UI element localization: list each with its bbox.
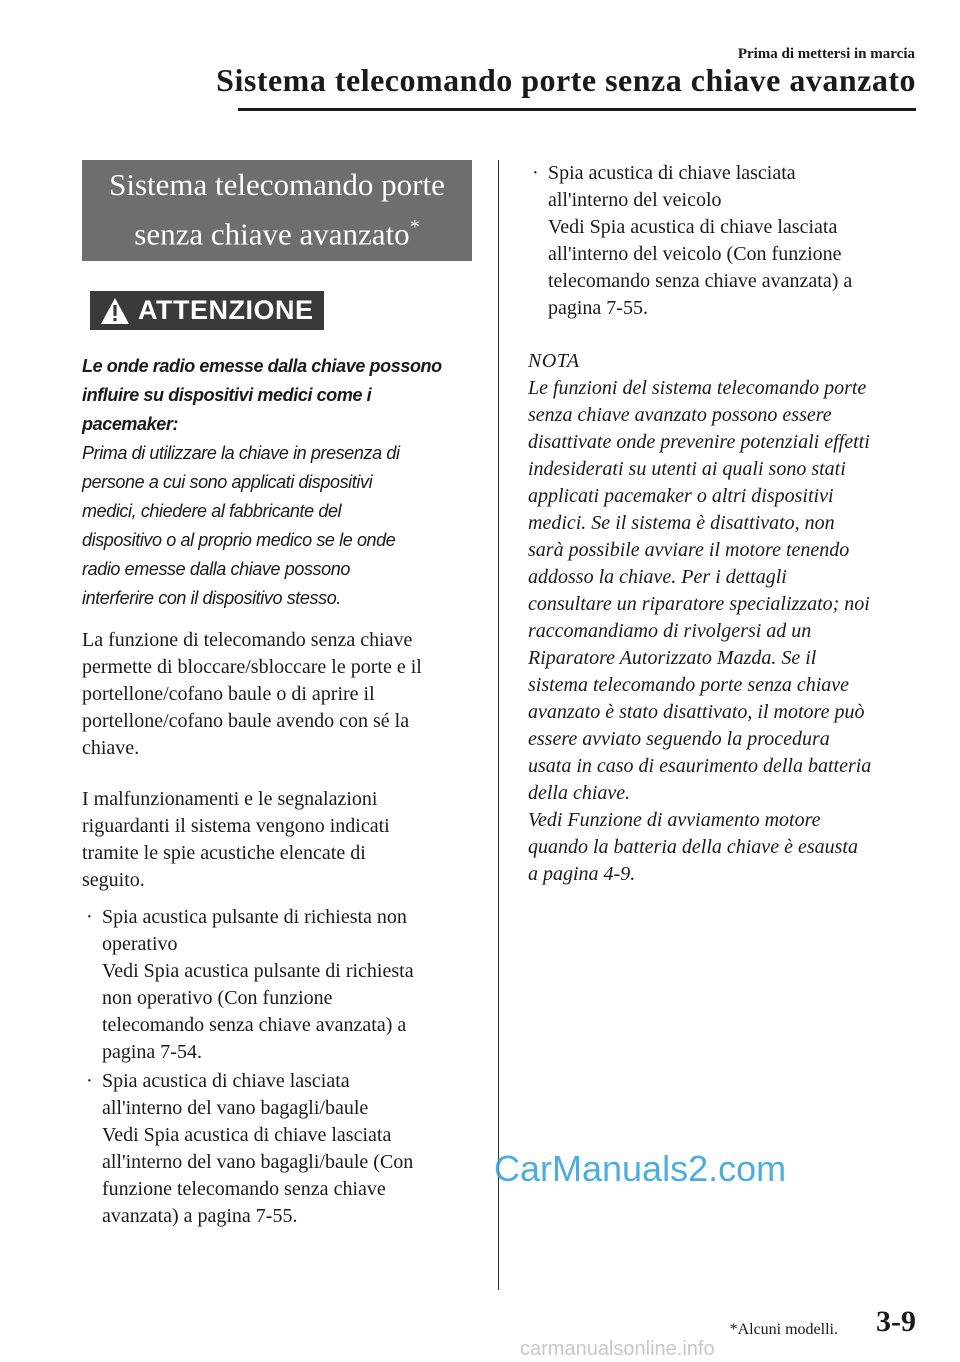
bullet-dot-icon: · [532,162,539,184]
warning-label [90,291,324,330]
section-title [82,160,472,261]
right-column [528,160,918,888]
footnote-text: *Alcuni modelli. [729,1321,838,1338]
footnote-marker: * [409,216,420,238]
note-title: NOTA [528,350,580,372]
warning-triangle-icon [100,297,130,325]
chapter-label: Prima di mettersi in marcia [737,46,915,62]
bullet-dot-icon: · [86,906,93,929]
warning-beep-list-continued [528,160,918,322]
section-title-line2: senza chiave avanzato [134,216,410,252]
malfunction-paragraph: I malfunzionamenti e le segnalazioni riguardanti il sistema vengono indicati tramite le spie acustiche elencate di seguito. [82,788,390,892]
list-item: · Spia acustica di chiave lasciata all'interno del veicolo Vedi Spia acustica di chiave lasciata all'interno del veicolo (Con funzione telecomando senza chiave avanzata) a pagina 7-55. [532,162,853,319]
bullet-dot-icon: · [86,1070,93,1093]
note-body: Le funzioni del sistema telecomando porte senza chiave avanzato possono essere disattivate onde prevenire potenziali effetti indesiderati su utenti ai quali sono stati applicati pacemaker o altri dispositivi medici. Se il sistema è disattivato, non sarà possibile avviare il motore tenendo addosso la chiave. Per i dettagli consultare un riparatore specializzato; noi raccomandiamo di rivolgersi ad un Riparatore Autorizzato Mazda. Se il sistema telecomando porte senza chiave avanzato è stato disattivato, il motore può essere avviato seguendo la procedura usata in caso di esaurimento della batteria della chiave. Vedi Funzione di avviamento motore quando la batteria della chiave è esausta a pagina 4-9. [528,377,872,885]
warning-beep-list [82,904,472,1230]
page-number: 3-9 [876,1305,916,1338]
list-item: · Spia acustica pulsante di richiesta non operativo Vedi Spia acustica pulsante di richiesta non operativo (Con funzione telecomando senza chiave avanzata) a pagina 7-54. [86,906,414,1064]
list-item: · Spia acustica di chiave lasciata all'interno del vano bagagli/baule Vedi Spia acustica di chiave lasciata all'interno del vano bagagli/baule (Con funzione telecomando senza chiave avanzata) a pagina 7-55. [86,1070,414,1228]
section-title-line1: Sistema telecomando porte [109,167,445,202]
column-divider [498,160,499,1290]
watermark-carmanualsonline: carmanualsonline.info [520,1338,715,1360]
warning-label-text: ATTENZIONE [138,295,314,326]
left-column [82,160,472,1232]
header-rule [238,108,916,111]
watermark-carmanuals2: CarManuals2.com [494,1148,787,1189]
warning-body: Prima di utilizzare la chiave in presenza di persone a cui sono applicati dispositivi medici, chiedere al fabbricante del dispositivo o al proprio medico se le onde radio emesse dalla chiave possono interferire con il dispositivo stesso. [82,443,400,609]
intro-paragraph: La funzione di telecomando senza chiave permette di bloccare/sbloccare le porte e il portellone/cofano baule o di aprire il portellone/cofano baule avendo con sé la chiave. [82,629,422,760]
section-header-title: Sistema telecomando porte senza chiave avanzato [216,62,916,98]
warning-heading: Le onde radio emesse dalla chiave possono influire su dispositivi medici come i pacemaker: [82,356,442,435]
